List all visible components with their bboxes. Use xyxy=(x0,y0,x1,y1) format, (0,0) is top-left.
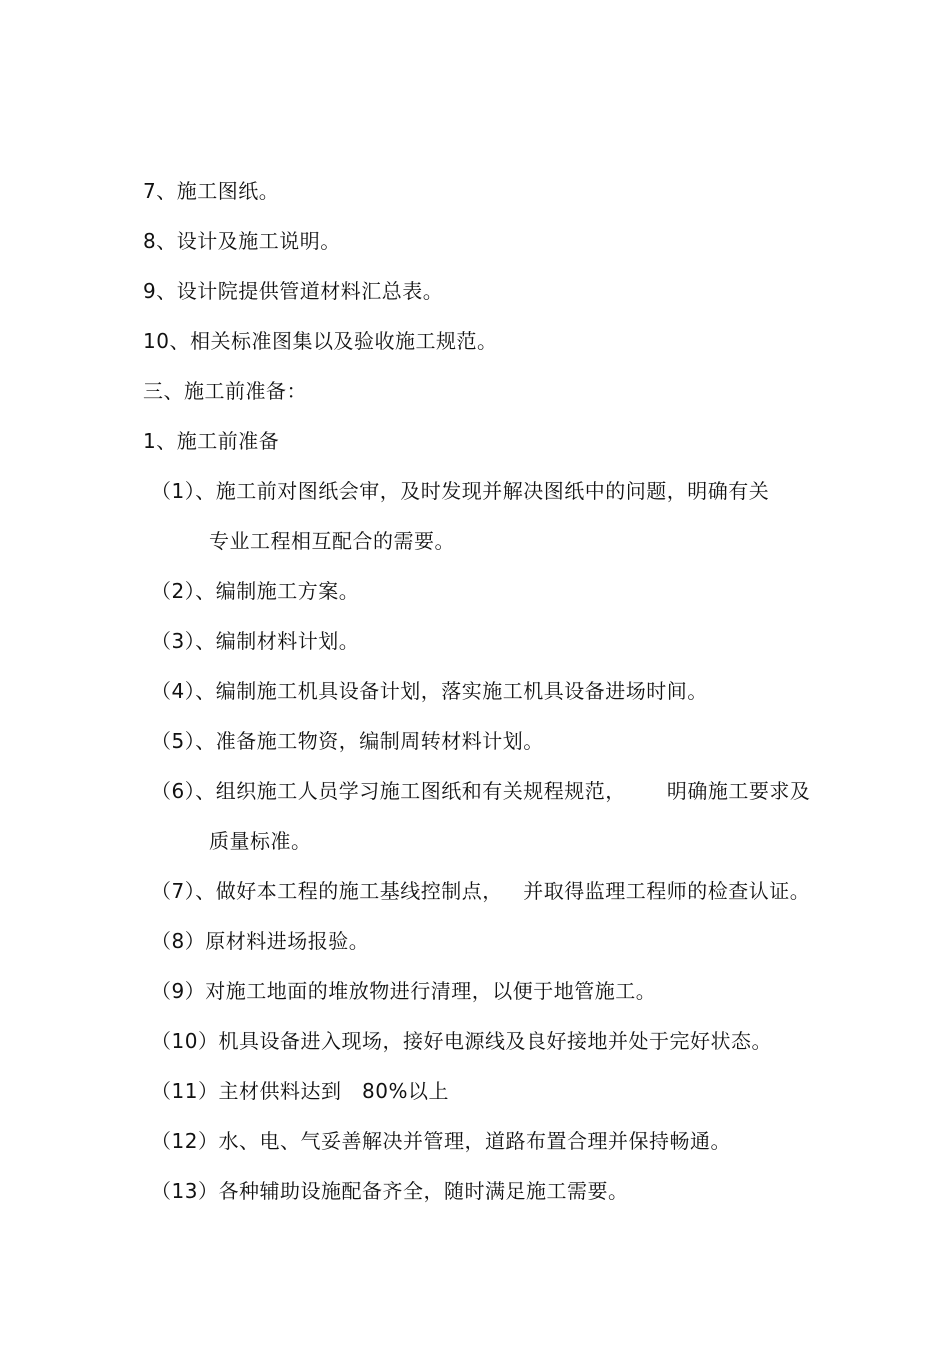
list-item-5: （5）、准备施工物资，编制周转材料计划。 xyxy=(151,729,544,753)
text-line-3: 9、设计院提供管道材料汇总表。 xyxy=(143,279,444,303)
subsection-heading: 1、施工前准备 xyxy=(143,429,280,453)
list-item-10: （10）机具设备进入现场，接好电源线及良好接地并处于完好状态。 xyxy=(151,1029,772,1053)
list-item-6-continuation: 质量标准。 xyxy=(209,829,312,853)
text-line-1: 7、施工图纸。 xyxy=(143,179,280,203)
list-item-4: （4）、编制施工机具设备计划，落实施工机具设备进场时间。 xyxy=(151,679,708,703)
list-item-2: （2）、编制施工方案。 xyxy=(151,579,360,603)
list-item-7: （7）、做好本工程的施工基线控制点， 并取得监理工程师的检查认证。 xyxy=(151,879,811,903)
section-heading: 三、施工前准备： xyxy=(143,379,307,403)
text-line-2: 8、设计及施工说明。 xyxy=(143,229,341,253)
list-item-6: （6）、组织施工人员学习施工图纸和有关规程规范， 明确施工要求及 xyxy=(151,779,811,803)
list-item-11: （11）主材供料达到 80%以上 xyxy=(151,1079,449,1103)
list-item-9: （9）对施工地面的堆放物进行清理，以便于地管施工。 xyxy=(151,979,657,1003)
list-item-13: （13）各种辅助设施配备齐全，随时满足施工需要。 xyxy=(151,1179,629,1203)
list-item-1-continuation: 专业工程相互配合的需要。 xyxy=(209,529,455,553)
list-item-1: （1）、施工前对图纸会审，及时发现并解决图纸中的问题，明确有关 xyxy=(151,479,770,503)
list-item-8: （8）原材料进场报验。 xyxy=(151,929,370,953)
text-line-4: 10、相关标准图集以及验收施工规范。 xyxy=(143,329,498,353)
list-item-12: （12）水、电、气妥善解决并管理，道路布置合理并保持畅通。 xyxy=(151,1129,731,1153)
list-item-3: （3）、编制材料计划。 xyxy=(151,629,360,653)
